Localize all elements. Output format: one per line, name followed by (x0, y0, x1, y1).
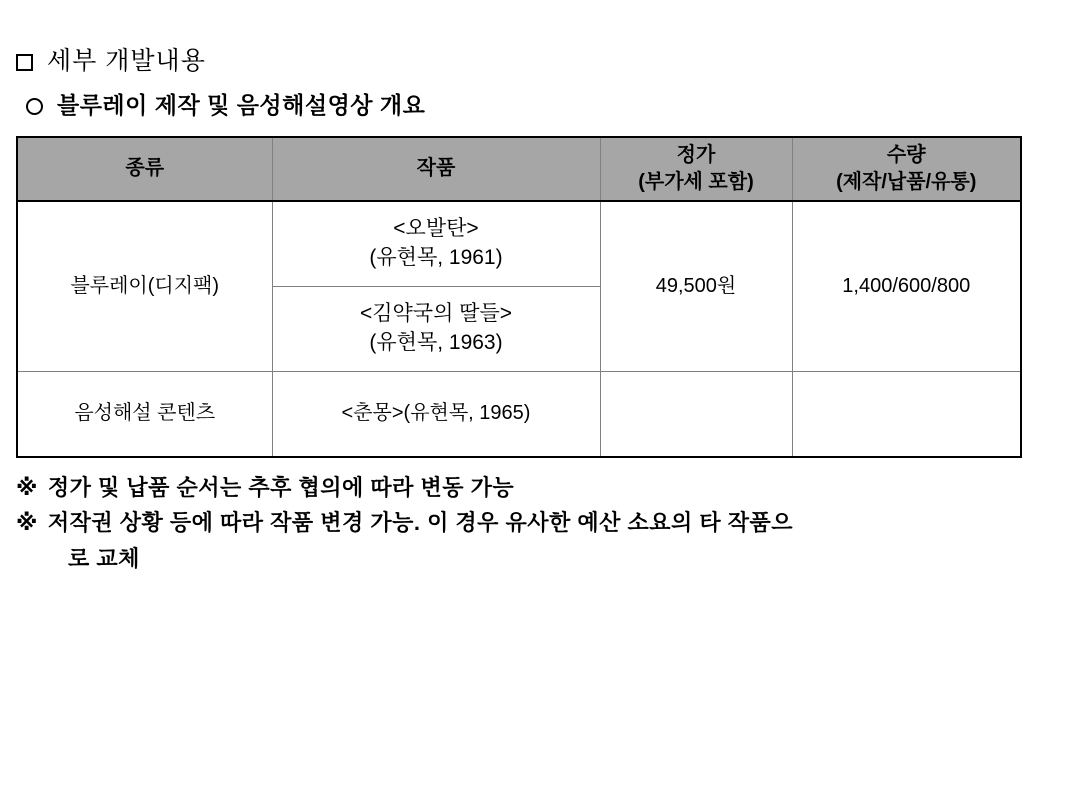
table-header (17, 137, 1021, 201)
work-title-2: <김약국의 딸들> (359, 302, 513, 326)
work-subtitle-2: (유현목, 1963) (369, 330, 503, 354)
column-header-quantity (792, 137, 1021, 201)
table-body (17, 201, 1021, 457)
spec-table (16, 136, 1022, 458)
cell-type-bluray: 블루레이(디지팩) (17, 201, 272, 372)
cell-work-3: <춘몽>(유현목, 1965) (272, 371, 600, 457)
cell-price-2 (600, 371, 792, 457)
cell-type-audio-description: 음성해설 콘텐츠 (17, 371, 272, 457)
note-item-1 (16, 472, 1064, 504)
work-title-1: <오발탄> (393, 217, 479, 241)
column-header-quantity-line1: 수량 (886, 143, 926, 166)
cell-quantity-1: 1,400/600/800 (792, 201, 1021, 372)
work-subtitle-1: (유현목, 1961) (369, 245, 503, 269)
heading-level-2-text: 블루레이 제작 및 음성해설영상 개요 (57, 92, 426, 118)
spec-table-wrapper (16, 136, 1064, 458)
note-item-2 (16, 507, 1064, 539)
table-row (17, 201, 1021, 287)
asterisk-icon: ※ (16, 510, 38, 536)
table-row (17, 371, 1021, 457)
note-text-1: 정가 및 납품 순서는 추후 협의에 따라 변동 가능 (47, 474, 515, 500)
square-marker-icon (16, 54, 33, 71)
column-header-work: 작품 (272, 137, 600, 201)
table-header-row (17, 137, 1021, 201)
notes-section (16, 472, 1064, 576)
column-header-price-line2: (부가세 포함) (638, 170, 754, 193)
circle-marker-icon (26, 98, 43, 115)
heading-level-2 (26, 92, 1064, 120)
note-text-2: 저작권 상황 등에 따라 작품 변경 가능. 이 경우 유사한 예산 소요의 타 작품으 (47, 510, 794, 536)
column-header-price-line1: 정가 (676, 143, 716, 166)
note-text-2-continuation: 로 교체 (68, 546, 140, 572)
document-page (0, 46, 1080, 807)
cell-quantity-2 (792, 371, 1021, 457)
cell-price-1: 49,500원 (600, 201, 792, 372)
asterisk-icon: ※ (16, 474, 38, 500)
column-header-price (600, 137, 792, 201)
cell-work-1 (272, 201, 600, 287)
column-header-type: 종류 (17, 137, 272, 201)
cell-work-2 (272, 286, 600, 371)
heading-level-1 (16, 46, 1064, 76)
column-header-quantity-line2: (제작/납품/유통) (836, 170, 977, 193)
heading-level-1-text: 세부 개발내용 (47, 47, 206, 75)
